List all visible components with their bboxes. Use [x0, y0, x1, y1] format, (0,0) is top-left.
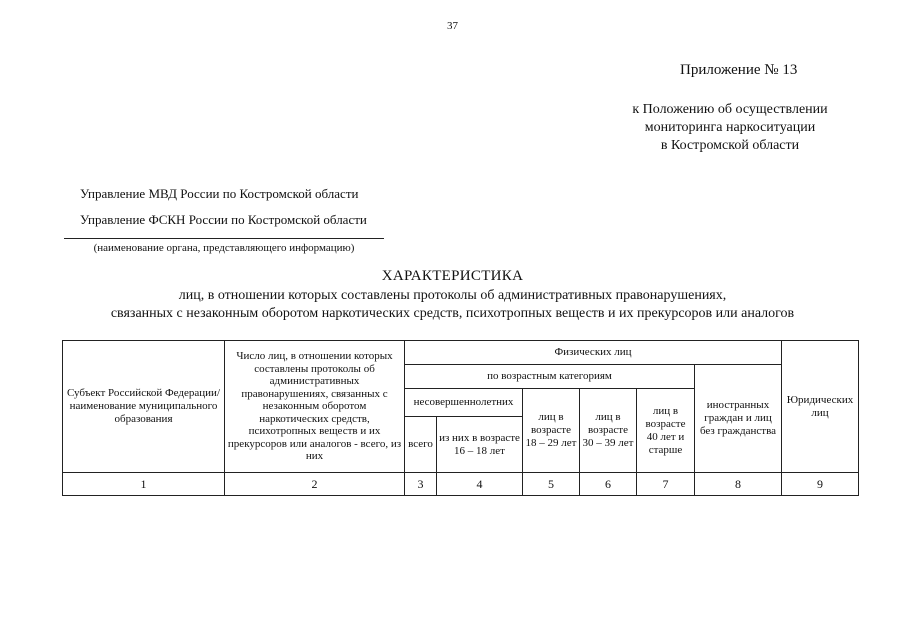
header-minors: несовершеннолетних — [405, 389, 523, 417]
reference-line: к Положению об осуществлении — [632, 102, 828, 117]
column-number: 3 — [405, 473, 437, 496]
column-number: 1 — [63, 473, 225, 496]
organization-line-1: Управление МВД России по Костромской области — [80, 186, 359, 201]
page-number: 37 — [447, 20, 458, 32]
column-number: 8 — [695, 473, 782, 496]
header-foreigners: иностранных граждан и лиц без гражданства — [695, 365, 782, 473]
header-age-30-39: лиц в возрасте 30 – 39 лет — [580, 389, 637, 473]
characteristics-table — [62, 340, 859, 496]
column-number: 7 — [637, 473, 695, 496]
column-number: 9 — [782, 473, 859, 496]
reference-line: мониторинга наркоситуации — [644, 120, 816, 135]
reference-block — [560, 101, 900, 155]
column-number: 6 — [580, 473, 637, 496]
reference-line: в Костромской области — [660, 138, 800, 153]
document-title: ХАРАКТЕРИСТИКА — [381, 268, 524, 284]
organization-caption: (наименование органа, представляющего информацию) — [93, 242, 355, 254]
header-legal-entities: Юридических лиц — [782, 341, 859, 473]
header-age-18-29: лиц в возрасте 18 – 29 лет — [523, 389, 580, 473]
column-number: 4 — [437, 473, 523, 496]
header-minors-total: всего — [405, 417, 437, 473]
appendix-label: Приложение № 13 — [680, 62, 798, 78]
column-number: 5 — [523, 473, 580, 496]
header-by-age: по возрастным категориям — [405, 365, 695, 389]
header-subject: Субъект Российской Федерации/наименование муниципального образования — [63, 341, 225, 473]
header-age-40-plus: лиц в возрасте 40 лет и старше — [637, 389, 695, 473]
organization-underline — [64, 238, 384, 239]
document-subtitle-line-1: лиц, в отношении которых составлены протоколы об административных правонарушениях, — [178, 288, 727, 303]
header-age-16-18: из них в возрасте 16 – 18 лет — [437, 417, 523, 473]
header-physical-persons: Физических лиц — [405, 341, 782, 365]
organization-line-2: Управление ФСКН России по Костромской области — [80, 212, 367, 227]
column-number: 2 — [225, 473, 405, 496]
header-protocol-count: Число лиц, в отношении которых составлены протоколы об административных правонарушениях, связанных с незаконным оборотом наркотических средств, психотропных веществ и их прекурсоров или аналогов - всего, из них — [225, 341, 405, 473]
document-subtitle-line-2: связанных с незаконным оборотом наркотических средств, психотропных веществ и их прекурсоров или аналогов — [110, 306, 795, 321]
